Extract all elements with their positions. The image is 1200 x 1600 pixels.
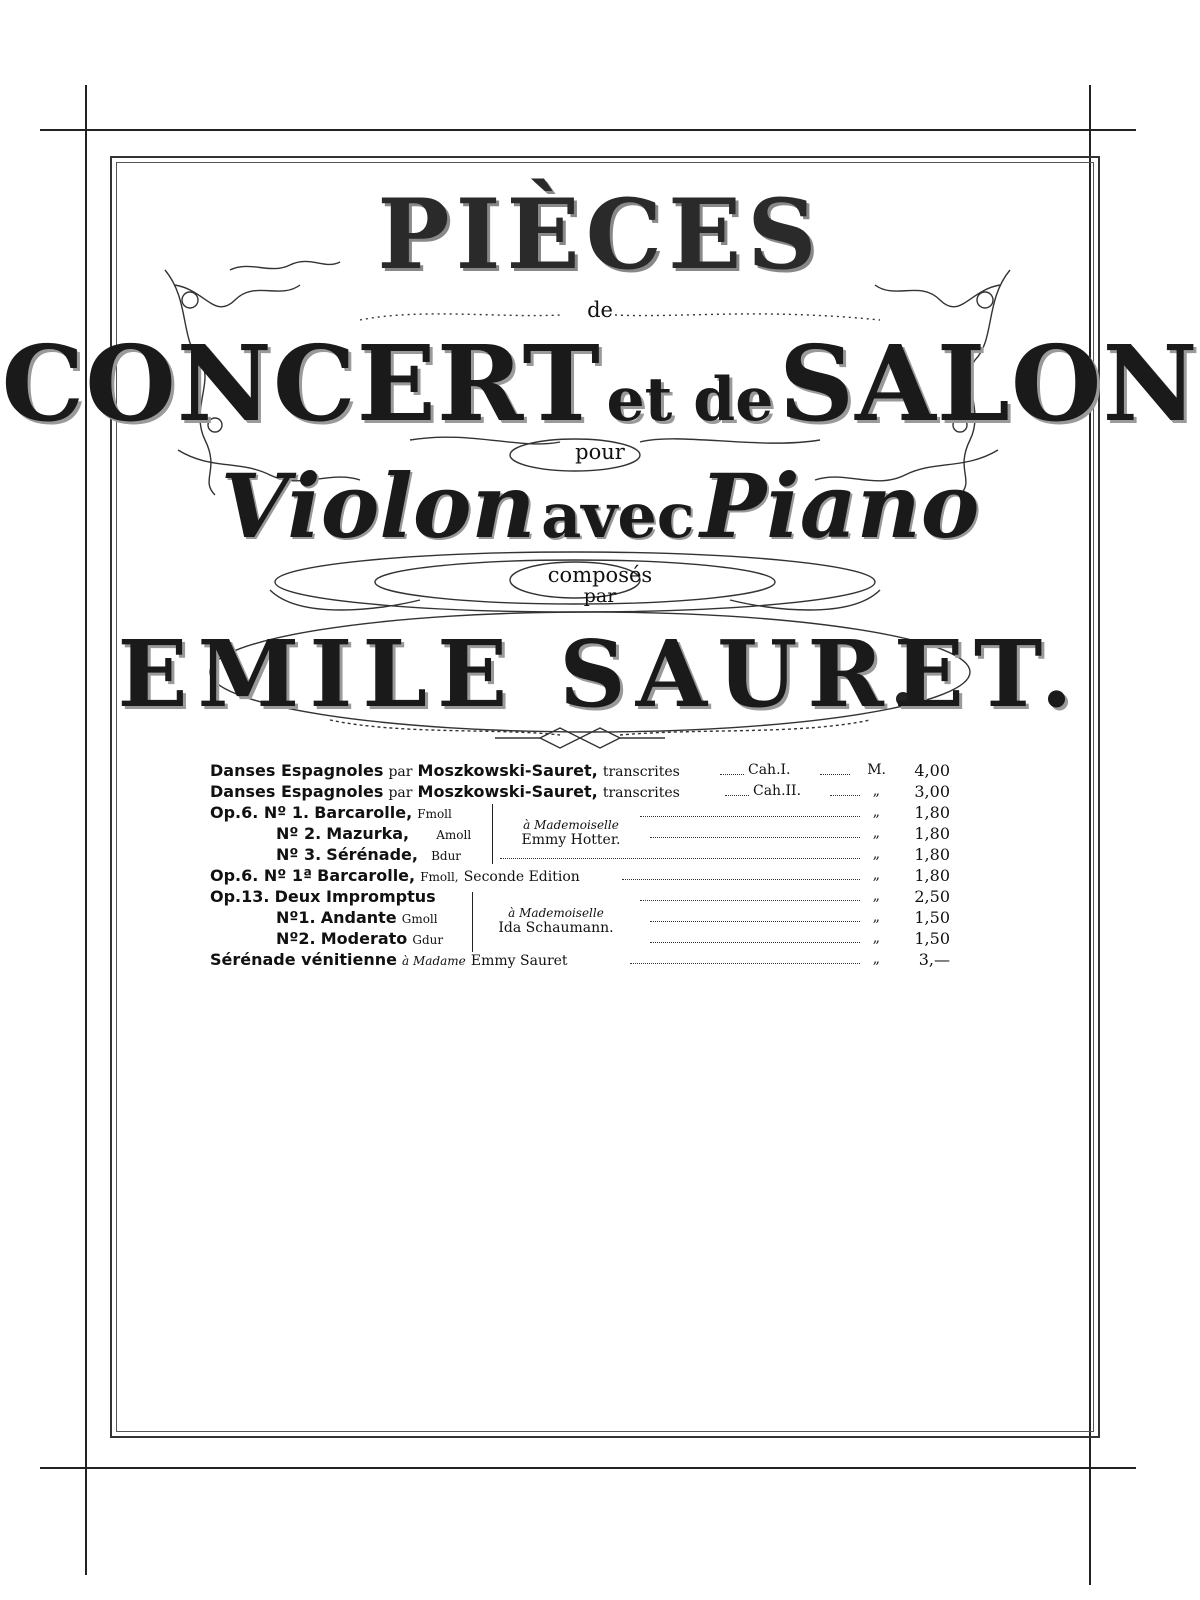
leader-dots [725,795,749,796]
price: 3,— [918,950,950,969]
ditto-mark: „ [872,867,880,883]
title-composes: composés [547,563,653,587]
cahier-number: Cah.I. [748,762,791,778]
opus-number: Op.6. Nº 1. [210,803,310,822]
ditto-mark: „ [872,846,880,862]
leader-dots [500,858,860,859]
work-key: Bdur [431,849,462,863]
work-title: Andante [320,908,397,927]
title-pieces: PIÈCES [377,178,823,291]
title-violin-row [0,454,1200,558]
work-title: Sérénade, [326,845,418,864]
transcribed-text: transcrites [602,764,680,780]
title-par: par [583,585,617,607]
leader-dots [830,795,860,796]
title-concert: CONCERT [1,322,601,445]
title-concert-row [0,322,1200,445]
transcribed-text: transcrites [602,785,680,801]
dedication-group-op6 [506,818,636,848]
work-title: Danses Espagnoles [210,782,384,801]
catalogue-row [210,886,950,907]
title-piano: Piano [700,454,980,558]
price: 1,50 [914,929,950,948]
leader-dots [640,900,860,901]
ditto-mark: „ [872,804,880,820]
opus-number: Nº 3. [276,845,322,864]
works-catalogue [210,760,950,970]
leader-dots [622,879,860,880]
work-key: Fmoll, [420,870,459,884]
dedicatee: Emmy Sauret [470,953,568,969]
price: 1,50 [914,908,950,927]
catalogue-row [210,949,950,970]
par-text: par [388,764,413,780]
par-text: par [388,785,413,801]
leader-dots [820,774,850,775]
ditto-mark: „ [872,909,880,925]
work-key: Amoll [436,828,472,842]
cahier-number: Cah.II. [753,783,802,799]
price: 3,00 [914,782,950,801]
ditto-mark: „ [872,825,880,841]
dedication-prefix: à Madame [402,954,466,968]
work-title: Sérénade vénitienne [210,950,397,969]
leader-dots [650,942,860,943]
title-pour: pour [575,440,625,464]
dedicatee: Emmy Hotter. [521,832,621,848]
title-et-de: et de [606,365,774,435]
opus-number: Op.6. Nº 1ª [210,866,313,885]
opus-number: Nº2. [276,929,316,948]
title-violon: Violon [220,454,536,558]
work-title: Deux Impromptus [274,887,436,906]
leader-dots [720,774,744,775]
price: 1,80 [914,803,950,822]
leader-dots [640,816,860,817]
dedicatee: Ida Schaumann. [498,920,614,936]
work-title: Barcarolle, [314,803,413,822]
arranger: Moszkowski-Sauret, [417,761,598,780]
brace [492,804,503,864]
brace [472,892,483,952]
work-title: Danses Espagnoles [210,761,384,780]
opus-number: Nº1. [276,908,316,927]
catalogue-row [210,865,950,886]
currency-mark: M. [867,762,886,778]
work-title: Mazurka, [326,824,410,843]
ditto-mark: „ [872,888,880,904]
dedication-group-op13 [486,906,626,936]
ditto-mark: „ [872,930,880,946]
dedication-prefix: à Mademoiselle [508,906,604,920]
price: 1,80 [914,845,950,864]
leader-dots [650,921,860,922]
title-salon: SALON [778,322,1199,445]
work-key: Gmoll [401,912,438,926]
opus-number: Nº 2. [276,824,322,843]
ditto-mark: „ [872,783,880,799]
ditto-mark: „ [872,951,880,967]
work-title: Moderato [320,929,408,948]
catalogue-row [210,760,950,781]
crop-line-bottom [40,1467,1136,1469]
opus-number: Op.13. [210,887,270,906]
edition-note: Seconde Edition [463,869,580,885]
arranger: Moszkowski-Sauret, [417,782,598,801]
catalogue-row [210,781,950,802]
price: 2,50 [914,887,950,906]
dedication-prefix: à Mademoiselle [523,818,619,832]
leader-dots [650,837,860,838]
work-title: Barcarolle, [317,866,416,885]
title-de: de [587,298,613,322]
title-avec: avec [541,479,695,552]
price: 1,80 [914,824,950,843]
price: 4,00 [914,761,950,780]
composer-name: EMILE SAURET. [117,620,1083,728]
price: 1,80 [914,866,950,885]
work-key: Gdur [412,933,444,947]
leader-dots [630,963,860,964]
work-key: Fmoll [417,807,452,821]
